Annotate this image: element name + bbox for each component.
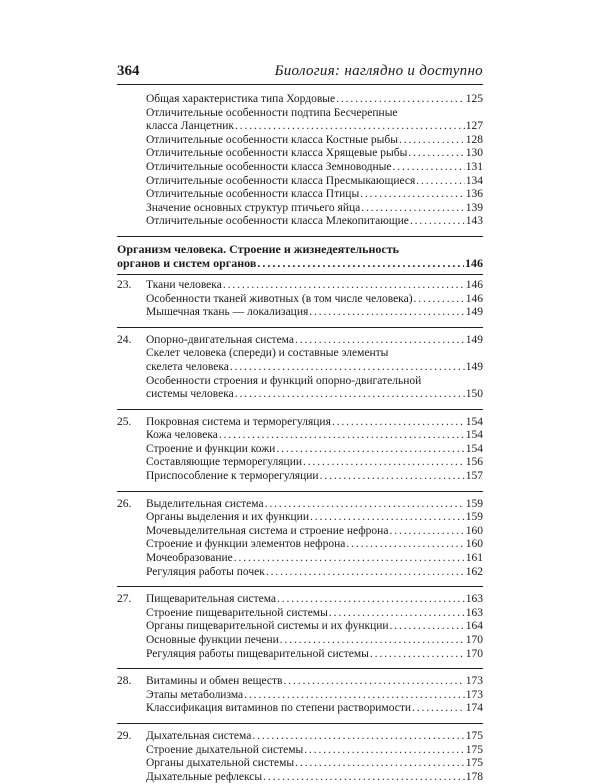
toc-entry[interactable] bbox=[117, 593, 483, 607]
entry-page-number: 149 bbox=[465, 306, 483, 319]
dot-leader bbox=[235, 120, 465, 134]
dot-leader bbox=[310, 511, 465, 525]
section-number: 24. bbox=[117, 333, 132, 346]
entry-line bbox=[146, 202, 483, 216]
section-number: 29. bbox=[117, 729, 132, 742]
entry-line bbox=[146, 566, 483, 580]
dot-leader bbox=[412, 702, 465, 716]
section-divider bbox=[117, 274, 483, 275]
dot-leader bbox=[304, 744, 465, 758]
toc-entry[interactable] bbox=[117, 538, 483, 552]
dot-leader bbox=[346, 538, 464, 552]
entry-title: Мочевыделительная система и строение нефрона bbox=[146, 524, 389, 537]
entry-line bbox=[146, 147, 483, 161]
entry-line bbox=[146, 552, 483, 566]
entry-title: Ткани человека bbox=[146, 278, 222, 291]
entry-title: системы человека bbox=[146, 388, 234, 401]
entry-title: Пищеварительная система bbox=[146, 593, 277, 606]
entry-line bbox=[146, 648, 483, 662]
entry-page-number: 130 bbox=[465, 147, 483, 160]
entry-line bbox=[146, 134, 483, 148]
entry-title: Общая характеристика типа Хордовые bbox=[146, 93, 336, 105]
entry-line bbox=[146, 511, 483, 525]
entry-page-number: 146 bbox=[465, 255, 483, 270]
page-header bbox=[117, 62, 483, 85]
entry-page-number: 136 bbox=[465, 188, 483, 201]
entry-page-number: 170 bbox=[465, 634, 483, 646]
entry-page-number: 164 bbox=[465, 620, 483, 633]
entry-page-number: 149 bbox=[465, 360, 483, 373]
toc-entry[interactable] bbox=[117, 161, 483, 175]
entry-line bbox=[146, 470, 483, 484]
dot-leader bbox=[295, 757, 465, 771]
section-divider bbox=[117, 723, 483, 724]
entry-title: Строение и функции кожи bbox=[146, 442, 276, 455]
entry-page-number: 143 bbox=[465, 215, 483, 228]
entry-line bbox=[146, 107, 483, 121]
toc-entry[interactable] bbox=[117, 134, 483, 148]
entry-line bbox=[146, 161, 483, 175]
dot-leader bbox=[244, 689, 465, 703]
entry-title: Основные функции печени bbox=[146, 634, 279, 646]
dot-leader bbox=[223, 279, 465, 293]
dot-leader bbox=[410, 215, 465, 229]
toc-entry[interactable] bbox=[117, 498, 483, 512]
dot-leader bbox=[252, 730, 464, 744]
entry-line bbox=[146, 689, 483, 703]
table-of-contents bbox=[117, 93, 483, 784]
chapter-entry[interactable] bbox=[117, 242, 483, 270]
entry-page-number: 125 bbox=[465, 93, 483, 105]
dot-leader bbox=[257, 256, 464, 270]
toc-entry[interactable] bbox=[117, 429, 483, 443]
entry-line bbox=[146, 443, 483, 457]
entry-title: Строение пищеварительной системы bbox=[146, 606, 328, 619]
toc-entry[interactable] bbox=[117, 293, 483, 307]
entry-page-number: 178 bbox=[465, 770, 483, 783]
entry-title: Органы выделения и их функции bbox=[146, 511, 309, 524]
entry-line bbox=[146, 175, 483, 189]
entry-title: Органы дыхательной системы bbox=[146, 757, 295, 770]
toc-entry[interactable] bbox=[117, 566, 483, 580]
entry-title: скелета человека bbox=[146, 360, 229, 373]
dot-leader bbox=[309, 306, 464, 320]
entry-line bbox=[146, 702, 483, 716]
dot-leader bbox=[392, 161, 464, 175]
entry-page-number: 163 bbox=[465, 593, 483, 606]
entry-title: Организм человека. Строение и жизнедеятельность bbox=[117, 241, 399, 256]
entry-line bbox=[146, 279, 483, 293]
entry-page-number: 157 bbox=[465, 470, 483, 483]
entry-title: Выделительная система bbox=[146, 497, 264, 510]
toc-entry[interactable] bbox=[117, 93, 483, 107]
dot-leader bbox=[234, 552, 465, 566]
toc-entry[interactable] bbox=[117, 188, 483, 202]
entry-title: Отличительные особенности класса Пресмыкающиеся bbox=[146, 174, 416, 187]
dot-leader bbox=[389, 525, 464, 539]
toc-entry[interactable] bbox=[117, 607, 483, 621]
entry-line bbox=[146, 771, 483, 784]
entry-title: Строение дыхательной системы bbox=[146, 743, 304, 756]
toc-entry[interactable] bbox=[117, 689, 483, 703]
section-divider bbox=[117, 327, 483, 328]
entry-line bbox=[146, 416, 483, 430]
dot-leader bbox=[416, 175, 464, 189]
dot-leader bbox=[360, 188, 465, 202]
entry-page-number: 163 bbox=[465, 606, 483, 619]
dot-leader bbox=[329, 607, 465, 621]
entry-title: Кожа человека bbox=[146, 429, 218, 442]
entry-page-number: 128 bbox=[465, 133, 483, 146]
entry-line bbox=[146, 634, 483, 648]
dot-leader bbox=[266, 566, 465, 580]
entry-page-number: 156 bbox=[465, 456, 483, 469]
entry-page-number: 134 bbox=[465, 174, 483, 187]
entry-page-number: 173 bbox=[465, 688, 483, 701]
entry-title: Скелет человека (спереди) и составные элементы bbox=[146, 347, 389, 360]
entry-title: Дыхательная система bbox=[146, 729, 252, 742]
dot-leader bbox=[399, 134, 465, 148]
entry-line bbox=[146, 347, 483, 361]
entry-line bbox=[146, 525, 483, 539]
entry-title: Дыхательные рефлексы bbox=[146, 770, 263, 783]
dot-leader bbox=[235, 388, 465, 402]
dot-leader bbox=[276, 443, 464, 457]
entry-line bbox=[146, 620, 483, 634]
toc-entry[interactable] bbox=[117, 702, 483, 716]
entry-line bbox=[146, 675, 483, 689]
entry-line bbox=[117, 242, 483, 256]
entry-title: Витамины и обмен веществ bbox=[146, 675, 283, 688]
toc-entry[interactable] bbox=[117, 443, 483, 457]
entry-title: Мочеобразование bbox=[146, 552, 233, 565]
entry-title: органов и систем органов bbox=[117, 255, 257, 270]
entry-line bbox=[146, 429, 483, 443]
toc-entry[interactable] bbox=[117, 757, 483, 771]
entry-page-number: 146 bbox=[465, 278, 483, 291]
entry-title: Особенности строения и функций опорно-двигательной bbox=[146, 374, 422, 387]
toc-entry[interactable] bbox=[117, 375, 483, 402]
entry-line bbox=[146, 538, 483, 552]
entry-line bbox=[146, 306, 483, 320]
section-divider bbox=[117, 409, 483, 410]
toc-entry[interactable] bbox=[117, 648, 483, 662]
entry-line bbox=[146, 93, 483, 107]
entry-page-number: 174 bbox=[465, 702, 483, 715]
dot-leader bbox=[263, 771, 465, 784]
toc-entry[interactable] bbox=[117, 771, 483, 784]
entry-page-number: 139 bbox=[465, 201, 483, 214]
entry-line bbox=[146, 498, 483, 512]
entry-title: Этапы метаболизма bbox=[146, 688, 244, 701]
toc-entry[interactable] bbox=[117, 147, 483, 161]
entry-page-number: 154 bbox=[465, 442, 483, 455]
entry-title: Регуляция работы пищеварительной системы bbox=[146, 647, 369, 660]
entry-line bbox=[146, 375, 483, 389]
entry-page-number: 154 bbox=[465, 415, 483, 428]
toc-entry[interactable] bbox=[117, 334, 483, 348]
entry-title: Регуляция работы почек bbox=[146, 565, 265, 578]
entry-line bbox=[146, 757, 483, 771]
entry-line bbox=[146, 361, 483, 375]
dot-leader bbox=[370, 648, 465, 662]
entry-title: Покровная система и терморегуляция bbox=[146, 415, 331, 428]
entry-page-number: 146 bbox=[465, 292, 483, 305]
entry-page-number: 127 bbox=[465, 120, 483, 133]
section-number: 27. bbox=[117, 593, 132, 606]
dot-leader bbox=[283, 675, 464, 689]
entry-title: Строение и функции элементов нефрона bbox=[146, 538, 346, 551]
entry-page-number: 175 bbox=[465, 757, 483, 770]
section-divider bbox=[117, 586, 483, 587]
section-number: 25. bbox=[117, 415, 132, 428]
toc-entry[interactable] bbox=[117, 730, 483, 744]
dot-leader bbox=[320, 470, 465, 484]
entry-page-number: 175 bbox=[465, 743, 483, 756]
entry-page-number: 173 bbox=[465, 675, 483, 688]
entry-line bbox=[146, 607, 483, 621]
entry-page-number: 161 bbox=[465, 552, 483, 565]
entry-page-number: 159 bbox=[465, 497, 483, 510]
dot-leader bbox=[303, 456, 465, 470]
toc-entry[interactable] bbox=[117, 456, 483, 470]
page-number: 364 bbox=[117, 63, 140, 79]
entry-title: Особенности тканей животных (в том числе человека) bbox=[146, 292, 413, 305]
entry-page-number: 150 bbox=[465, 388, 483, 401]
toc-entry[interactable] bbox=[117, 525, 483, 539]
entry-line bbox=[146, 334, 483, 348]
book-title: Биология: наглядно и доступно bbox=[274, 63, 483, 79]
dot-leader bbox=[332, 416, 465, 430]
entry-page-number: 160 bbox=[465, 538, 483, 551]
toc-entry[interactable] bbox=[117, 634, 483, 648]
entry-title: Мышечная ткань — локализация bbox=[146, 306, 309, 319]
section-divider bbox=[117, 491, 483, 492]
toc-entry[interactable] bbox=[117, 620, 483, 634]
dot-leader bbox=[295, 334, 465, 348]
entry-line bbox=[146, 188, 483, 202]
entry-page-number: 175 bbox=[465, 729, 483, 742]
toc-entry[interactable] bbox=[117, 511, 483, 525]
entry-title: Составляющие терморегуляции bbox=[146, 456, 303, 469]
section-number: 23. bbox=[117, 278, 132, 291]
entry-page-number: 162 bbox=[465, 565, 483, 578]
entry-line bbox=[146, 215, 483, 229]
dot-leader bbox=[414, 293, 465, 307]
dot-leader bbox=[361, 202, 465, 216]
toc-entry[interactable] bbox=[117, 215, 483, 229]
entry-page-number: 149 bbox=[465, 333, 483, 346]
toc-entry[interactable] bbox=[117, 306, 483, 320]
dot-leader bbox=[408, 147, 464, 161]
toc-entry[interactable] bbox=[117, 552, 483, 566]
entry-page-number: 160 bbox=[465, 524, 483, 537]
section-divider bbox=[117, 236, 483, 237]
section-number: 26. bbox=[117, 497, 132, 510]
dot-leader bbox=[390, 620, 465, 634]
entry-title: Органы пищеварительной системы и их функции bbox=[146, 620, 389, 633]
toc-entry[interactable] bbox=[117, 202, 483, 216]
entry-title: Отличительные особенности подтипа Бесчерепные bbox=[146, 106, 398, 119]
entry-line bbox=[146, 456, 483, 470]
dot-leader bbox=[265, 498, 465, 512]
toc-entry[interactable] bbox=[117, 675, 483, 689]
entry-line bbox=[146, 744, 483, 758]
toc-entry[interactable] bbox=[117, 279, 483, 293]
entry-title: Приспособление к терморегуляции bbox=[146, 470, 319, 483]
entry-page-number: 131 bbox=[465, 160, 483, 173]
entry-line bbox=[146, 730, 483, 744]
entry-title: Отличительные особенности класса Млекопитающие bbox=[146, 215, 409, 228]
dot-leader bbox=[336, 93, 465, 107]
entry-title: Отличительные особенности класса Земноводные bbox=[146, 160, 392, 173]
entry-line bbox=[146, 388, 483, 402]
entry-line bbox=[146, 593, 483, 607]
entry-title: Значение основных структур птичьего яйца bbox=[146, 201, 361, 214]
entry-title: Отличительные особенности класса Хрящевые рыбы bbox=[146, 147, 408, 160]
toc-entry[interactable] bbox=[117, 175, 483, 189]
dot-leader bbox=[280, 634, 465, 648]
dot-leader bbox=[277, 593, 465, 607]
entry-page-number: 170 bbox=[465, 647, 483, 660]
toc-entry[interactable] bbox=[117, 416, 483, 430]
entry-line bbox=[146, 293, 483, 307]
dot-leader bbox=[230, 361, 465, 375]
entry-line bbox=[117, 256, 483, 270]
dot-leader bbox=[219, 429, 465, 443]
entry-page-number: 159 bbox=[465, 511, 483, 524]
toc-entry[interactable] bbox=[117, 347, 483, 374]
toc-entry[interactable] bbox=[117, 470, 483, 484]
entry-line bbox=[146, 120, 483, 134]
entry-title: Опорно-двигательная система bbox=[146, 333, 294, 346]
entry-title: Отличительные особенности класса Птицы bbox=[146, 188, 360, 201]
entry-title: Классификация витаминов по степени растворимости bbox=[146, 702, 412, 715]
toc-entry[interactable] bbox=[117, 744, 483, 758]
entry-title: класса Ланцетник bbox=[146, 120, 234, 133]
entry-title: Отличительные особенности класса Костные рыбы bbox=[146, 133, 398, 146]
entry-page-number: 154 bbox=[465, 429, 483, 442]
section-number: 28. bbox=[117, 675, 132, 688]
toc-entry[interactable] bbox=[117, 107, 483, 134]
section-divider bbox=[117, 668, 483, 669]
